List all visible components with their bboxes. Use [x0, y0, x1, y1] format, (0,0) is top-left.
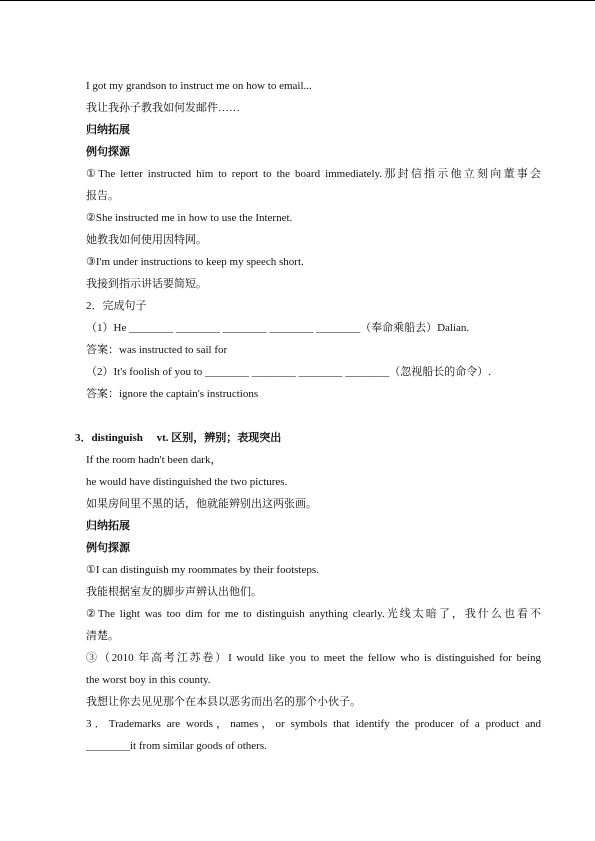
example-chinese: 我让我孙子教我如何发邮件……: [86, 102, 240, 114]
example-english: I got my grandson to instruct me on how to email...: [86, 80, 312, 92]
heading-examples: 例句探源: [86, 146, 130, 158]
answer-2: 答案：ignore the captain's instructions: [86, 388, 259, 400]
sentence-2-english: ②She instructed me in how to use the Internet.: [86, 212, 293, 224]
question-3-line-1: 3．Trademarks are words，names，or symbols that identify the producer of a product and: [86, 718, 541, 730]
section-title-distinguish: 3．distinguish vt. 区别，辨别；表现突出: [75, 432, 282, 444]
heading-summary: 归纳拓展: [86, 124, 130, 136]
sentence-3-english: ③I'm under instructions to keep my speech short.: [86, 256, 304, 268]
example-english-line-2: he would have distinguished the two pictures.: [86, 476, 288, 488]
page-top-rule: [0, 0, 595, 1]
exercise-title: 2．完成句子: [86, 300, 147, 312]
question-2: （2）It's foolish of you to ________ ________ ________ ________（忽视船长的命令）.: [86, 366, 492, 378]
sentence-1-line-1: ①The letter instructed him to report to the board immediately.那封信指示他立刻向董事会: [86, 168, 541, 180]
heading-examples: 例句探源: [86, 542, 130, 554]
sentence-1-chinese: 我能根据室友的脚步声辨认出他们。: [86, 586, 262, 598]
sentence-2-line-1: ②The light was too dim for me to distinguish anything clearly.光线太暗了，我什么也看不: [86, 608, 541, 620]
sentence-3-chinese: 我接到指示讲话要简短。: [86, 278, 207, 290]
sentence-2-chinese: 她教我如何使用因特网。: [86, 234, 207, 246]
question-3-line-2: ________it from similar goods of others.: [86, 740, 267, 752]
example-english-line-1: If the room hadn't been dark，: [86, 454, 222, 466]
sentence-3-chinese: 我想让你去见见那个在本县以恶劣而出名的那个小伙子。: [86, 696, 361, 708]
sentence-3-line-1: ③（2010 年高考江苏卷）I would like you to meet the fellow who is distinguished for being: [86, 652, 541, 664]
sentence-3-line-2: the worst boy in this county.: [86, 674, 211, 686]
answer-1: 答案：was instructed to sail for: [86, 344, 228, 356]
example-chinese: 如果房间里不黑的话，他就能辨别出这两张画。: [86, 498, 317, 510]
question-1: （1）He ________ ________ ________ ________ ________（奉命乘船去）Dalian.: [86, 322, 470, 334]
heading-summary: 归纳拓展: [86, 520, 130, 532]
sentence-2-line-2: 清楚。: [86, 630, 119, 642]
sentence-1-line-2: 报告。: [86, 190, 119, 202]
sentence-1-english: ①I can distinguish my roommates by their footsteps.: [86, 564, 319, 576]
